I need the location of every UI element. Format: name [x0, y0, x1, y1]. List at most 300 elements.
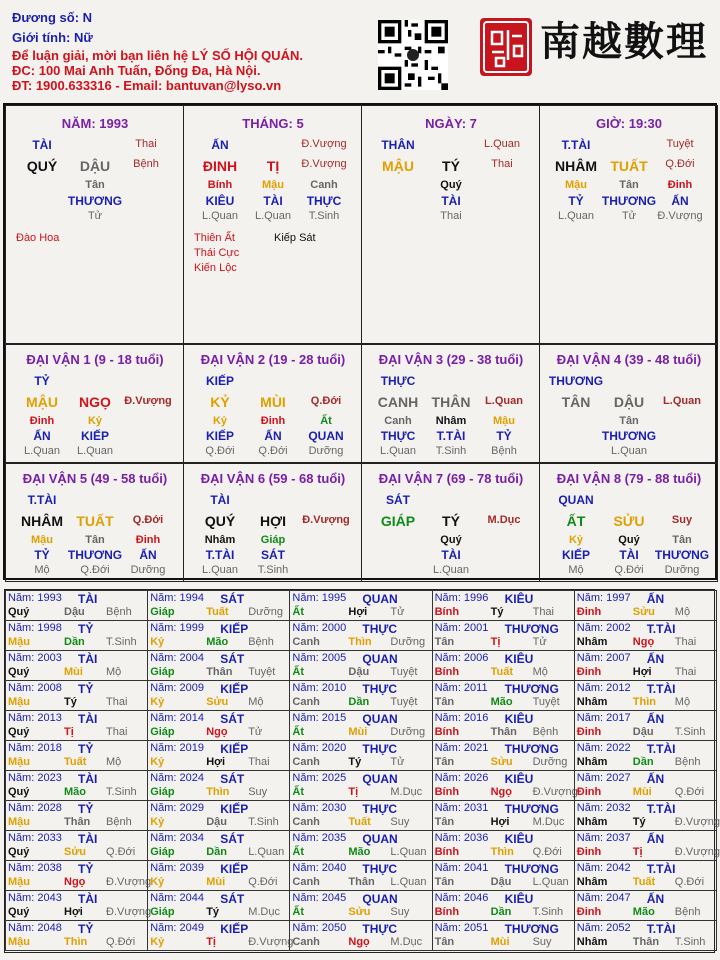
year-cell: [574, 830, 720, 861]
year-state: Suy: [390, 906, 410, 918]
year-cell: [289, 800, 432, 831]
dai-van-cell: [539, 463, 718, 582]
year-label: Năm: 2016: [434, 712, 489, 724]
year-label: Năm: 2010: [292, 682, 347, 694]
hidden-stem: Tân: [672, 534, 692, 546]
pillar-chi-state: Bệnh: [133, 158, 159, 170]
year-cell: [432, 890, 575, 921]
dai-van-state: L.Quan: [663, 395, 701, 407]
year-branch: Tị: [632, 846, 643, 858]
year-label: Năm: 2048: [8, 922, 62, 934]
hidden-state: Bệnh: [491, 445, 517, 457]
year-branch: Mão: [348, 846, 371, 858]
year-stem: Bính: [434, 606, 460, 618]
dai-van-title: ĐẠI VẬN 4 (39 - 48 tuổi): [556, 352, 702, 367]
hidden-stem: Tân: [85, 534, 105, 546]
year-stem: Ất: [292, 726, 304, 738]
pillar-top-god: T.TÀI: [561, 138, 591, 152]
year-label: Năm: 2039: [150, 862, 204, 874]
year-cell: [432, 620, 575, 651]
year-ten-god: KIẾP: [220, 622, 249, 636]
dai-van-state: Q.Đới: [132, 514, 164, 526]
year-branch: Thân: [348, 876, 375, 888]
year-branch: Ngọ: [348, 936, 370, 948]
dai-van-god: T.TÀI: [27, 493, 57, 507]
year-branch: Ngọ: [206, 726, 228, 738]
hidden-god: ẤN: [671, 194, 689, 208]
year-label: Năm: 2043: [8, 892, 62, 904]
year-stem: Mậu: [8, 876, 30, 888]
year-label: Năm: 2025: [292, 772, 347, 784]
year-ten-god: KIÊU: [504, 832, 534, 846]
year-stem: Canh: [292, 876, 320, 888]
pillar-cell: [5, 105, 184, 344]
hidden-god: ẤN: [33, 429, 51, 443]
year-cell: [147, 860, 290, 891]
year-branch: Tuất: [64, 756, 87, 768]
year-state: Bệnh: [674, 906, 701, 918]
year-cell: [574, 740, 717, 771]
year-label: Năm: 2031: [434, 802, 489, 814]
year-state: Q.Đới: [106, 936, 136, 948]
year-branch: Dần: [206, 846, 227, 858]
year-stem: Tân: [434, 696, 455, 708]
dai-van-title: ĐẠI VẬN 7 (69 - 78 tuổi): [378, 471, 524, 486]
year-state: Dưỡng: [248, 606, 283, 618]
year-cell: [5, 860, 152, 891]
year-label: Năm: 2024: [150, 772, 204, 784]
year-ten-god: TÀI: [78, 772, 98, 786]
year-stem: Nhâm: [576, 876, 608, 888]
year-state: M.Dục: [248, 906, 280, 918]
year-label: Năm: 2026: [434, 772, 489, 784]
hidden-state: Tử: [621, 210, 637, 222]
year-label: Năm: 1997: [576, 592, 631, 604]
pillar-cell: [361, 105, 540, 344]
year-stem: Quý: [8, 906, 30, 918]
year-branch: Tý: [348, 756, 362, 768]
year-state: L.Quan: [248, 846, 285, 858]
year-branch: Thìn: [490, 846, 514, 858]
year-ten-god: KIÊU: [504, 712, 534, 726]
hidden-stem: Quý: [440, 179, 462, 191]
year-stem: Tân: [434, 756, 455, 768]
year-state: Tuyệt: [248, 666, 276, 678]
year-branch: Thân: [632, 936, 660, 948]
year-cell: [147, 800, 290, 831]
hidden-stem: Đinh: [667, 179, 693, 191]
year-state: Tử: [248, 726, 263, 738]
dai-van-chi: MÙI: [260, 394, 286, 410]
year-state: Bệnh: [532, 726, 559, 738]
hidden-stem: Nhâm: [204, 534, 236, 546]
hidden-state: Mộ: [34, 564, 50, 576]
year-ten-god: QUAN: [362, 592, 398, 606]
year-label: Năm: 2009: [150, 682, 204, 694]
year-label: Năm: 2007: [576, 652, 631, 664]
year-cell: [289, 650, 432, 681]
pillar-chi-state: Q.Đới: [665, 158, 695, 170]
year-cell: [147, 590, 290, 621]
year-ten-god: TÀI: [78, 712, 98, 726]
year-ten-god: THỰC: [362, 682, 398, 696]
year-state: Mộ: [674, 696, 691, 708]
pillar-can: MẬU: [382, 158, 414, 174]
dai-van-chi: DẬU: [613, 394, 645, 410]
year-label: Năm: 1993: [8, 592, 62, 604]
year-branch: Ngọ: [64, 876, 86, 888]
year-stem: Kỷ: [150, 696, 165, 708]
dai-van-cell: [5, 463, 184, 582]
contact-line-2: ĐC: 100 Mai Anh Tuấn, Đống Đa, Hà Nội.: [12, 63, 261, 78]
hidden-stem: Kỷ: [212, 415, 228, 427]
year-branch: Tý: [632, 816, 646, 828]
pillar-cell: [539, 105, 718, 344]
year-stem: Giáp: [150, 846, 175, 858]
dai-van-cell: [361, 463, 540, 582]
year-state: M.Dục: [390, 786, 423, 798]
year-label: Năm: 2032: [576, 802, 631, 814]
year-stem: Nhâm: [576, 696, 608, 708]
year-cell: [574, 620, 717, 651]
year-branch: Sửu: [490, 756, 513, 768]
hidden-stem: Ất: [320, 415, 332, 427]
year-branch: Tị: [490, 636, 501, 648]
year-state: Thai: [106, 696, 128, 708]
hidden-god: THỰC: [306, 194, 342, 208]
hidden-stem: Đinh: [29, 415, 55, 427]
hidden-state: Q.Đới: [80, 564, 110, 576]
dai-van-god: QUAN: [558, 493, 594, 507]
year-cell: [432, 920, 575, 951]
year-label: Năm: 2047: [576, 892, 631, 904]
year-stem: Đinh: [576, 906, 602, 918]
year-ten-god: KIÊU: [504, 592, 534, 606]
year-ten-god: TỶ: [78, 742, 94, 756]
hidden-state: T.Sinh: [308, 210, 340, 222]
year-label: Năm: 2019: [150, 742, 204, 754]
star-label: Đào Hoa: [16, 232, 60, 244]
year-branch: Thìn: [64, 936, 88, 948]
year-cell: [574, 920, 717, 951]
year-state: M.Dục: [390, 936, 423, 948]
year-ten-god: KIẾP: [220, 802, 249, 816]
year-cell: [289, 590, 432, 621]
year-state: L.Quan: [532, 876, 569, 888]
pillar-top-state: Đ.Vượng: [301, 138, 347, 150]
year-cell: [147, 650, 290, 681]
year-branch: Sửu: [348, 906, 371, 918]
year-cell: [289, 860, 432, 891]
year-stem: Tân: [434, 636, 455, 648]
dai-van-can: KỶ: [210, 394, 230, 410]
year-label: Năm: 2023: [8, 772, 62, 784]
year-stem: Kỷ: [150, 756, 165, 768]
year-ten-god: QUAN: [362, 832, 398, 846]
gioi-tinh: Giới tính: Nữ: [12, 30, 93, 45]
year-ten-god: SÁT: [220, 892, 245, 906]
year-stem: Nhâm: [576, 756, 608, 768]
year-state: Thai: [248, 756, 270, 768]
year-branch: Mùi: [64, 666, 83, 678]
hidden-state: L.Quan: [201, 564, 239, 576]
hidden-stem: Tân: [619, 179, 639, 191]
hidden-god: TÀI: [441, 194, 461, 208]
dai-van-cell: [5, 344, 184, 463]
pillar-chi-state: Đ.Vượng: [301, 158, 347, 170]
year-cell: [432, 860, 575, 891]
header-info: [12, 8, 303, 93]
dai-van-god: TÀI: [210, 493, 230, 507]
dai-van-state: L.Quan: [485, 395, 523, 407]
year-cell: [289, 710, 432, 741]
pillar-chi: DẬU: [79, 158, 111, 174]
hidden-god: THƯƠNG: [67, 194, 123, 208]
year-label: Năm: 2037: [576, 832, 631, 844]
year-cell: [289, 740, 432, 771]
year-ten-god: SÁT: [220, 652, 245, 666]
year-state: Thai: [532, 606, 554, 618]
hidden-stem: Mậu: [493, 415, 515, 427]
pillar-chi: TỊ: [266, 158, 280, 174]
year-ten-god: QUAN: [362, 772, 398, 786]
year-branch: Dần: [490, 906, 512, 918]
dai-van-chi: THÂN: [431, 394, 471, 410]
year-branch: Ngọ: [490, 786, 512, 798]
year-branch: Tý: [206, 906, 220, 918]
year-ten-god: TÀI: [78, 892, 98, 906]
year-state: T.Sinh: [532, 906, 564, 918]
red-seal-icon: [478, 16, 534, 78]
year-stem: Bính: [434, 666, 460, 678]
year-stem: Đinh: [576, 786, 602, 798]
year-state: Thai: [674, 636, 697, 648]
dai-van-can: GIÁP: [380, 513, 416, 529]
year-branch: Sửu: [64, 846, 87, 858]
year-label: Năm: 2052: [576, 922, 631, 934]
year-stem: Canh: [292, 636, 320, 648]
year-cell: [574, 680, 717, 711]
dai-van-god: THỰC: [380, 374, 416, 388]
dai-van-can: NHÂM: [21, 513, 63, 529]
year-state: T.Sinh: [106, 636, 137, 648]
year-label: Năm: 2020: [292, 742, 347, 754]
pillar-top-god: THÂN: [381, 138, 415, 152]
star-label: Kiến Lộc: [194, 262, 237, 274]
year-cell: [574, 650, 717, 681]
year-branch: Hợi: [632, 666, 652, 678]
year-ten-god: THƯƠNG: [504, 922, 559, 936]
hidden-state: L.Quan: [254, 210, 292, 222]
year-stem: Canh: [292, 816, 320, 828]
year-stem: Mậu: [8, 816, 30, 828]
hidden-state: Mộ: [568, 564, 584, 576]
year-label: Năm: 1996: [434, 592, 489, 604]
year-ten-god: THƯƠNG: [504, 682, 559, 696]
year-label: Năm: 2022: [576, 742, 631, 754]
year-state: L.Quan: [390, 876, 427, 888]
year-ten-god: ẤN: [646, 712, 665, 726]
dai-van-can: MẬU: [26, 394, 58, 410]
year-cell: [5, 920, 148, 951]
year-label: Năm: 2002: [576, 622, 631, 634]
pillar-title: GIỜ: 19:30: [595, 116, 663, 131]
year-stem: Giáp: [150, 606, 175, 618]
pillar-can: QUÝ: [26, 158, 58, 174]
year-cell: [5, 650, 148, 681]
year-state: Bệnh: [248, 636, 274, 648]
year-state: Suy: [248, 786, 268, 798]
hidden-stem: Quý: [618, 534, 640, 546]
pillar-top-god: ẤN: [211, 138, 229, 152]
year-stem: Giáp: [150, 726, 175, 738]
dai-van-god: TỶ: [34, 374, 50, 388]
year-ten-god: ẤN: [646, 652, 665, 666]
dai-van-state: Suy: [671, 514, 693, 526]
year-ten-god: T.TÀI: [646, 622, 676, 636]
year-label: Năm: 1999: [150, 622, 204, 634]
year-ten-god: TÀI: [78, 832, 98, 846]
dai-van-chi: SỬU: [613, 513, 645, 529]
year-state: Mộ: [532, 666, 548, 678]
hidden-state: Thai: [440, 210, 462, 222]
year-label: Năm: 2046: [434, 892, 489, 904]
year-state: Suy: [390, 816, 410, 828]
hidden-state: Q.Đới: [614, 564, 644, 576]
year-cell: [432, 650, 575, 681]
pillar-title: THÁNG: 5: [242, 116, 304, 131]
year-stem: Quý: [8, 726, 30, 738]
hidden-state: Đ.Vượng: [657, 210, 703, 222]
year-branch: Tuất: [348, 816, 371, 828]
hidden-state: Dưỡng: [308, 445, 344, 457]
year-branch: Mão: [632, 906, 655, 918]
year-ten-god: THƯƠNG: [504, 802, 559, 816]
year-cell: [289, 770, 432, 801]
year-ten-god: KIẾP: [220, 922, 249, 936]
pillar-chi-state: Thai: [491, 158, 513, 170]
year-label: Năm: 2040: [292, 862, 347, 874]
pillar-can: ĐINH: [202, 158, 238, 174]
year-branch: Dậu: [348, 666, 370, 678]
year-branch: Mão: [490, 696, 513, 708]
hidden-stem: Quý: [440, 534, 462, 546]
year-state: Mộ: [248, 696, 264, 708]
year-state: Q.Đới: [674, 876, 705, 888]
year-state: Tuyệt: [390, 696, 418, 708]
year-state: Đ.Vượng: [674, 816, 720, 828]
hidden-god: ẤN: [264, 429, 282, 443]
hidden-stem: Canh: [384, 415, 412, 427]
year-cell: [147, 890, 290, 921]
year-cell: [147, 740, 290, 771]
year-label: Năm: 1995: [292, 592, 347, 604]
year-stem: Ất: [292, 606, 304, 618]
year-state: Thai: [674, 666, 697, 678]
year-stem: Đinh: [576, 666, 602, 678]
hidden-god: ẤN: [139, 548, 157, 562]
year-ten-god: KIẾP: [220, 682, 249, 696]
year-cell: [147, 620, 290, 651]
year-label: Năm: 2001: [434, 622, 489, 634]
year-label: Năm: 2028: [8, 802, 62, 814]
year-stem: Ất: [292, 786, 304, 798]
year-label: Năm: 2049: [150, 922, 204, 934]
year-stem: Giáp: [150, 906, 175, 918]
year-stem: Tân: [434, 936, 455, 948]
year-ten-god: ẤN: [646, 832, 665, 846]
hidden-state: T.Sinh: [257, 564, 289, 576]
year-label: Năm: 2035: [292, 832, 347, 844]
dai-van-state: Q.Đới: [310, 395, 342, 407]
year-cell: [289, 680, 432, 711]
year-label: Năm: 2011: [434, 682, 488, 694]
year-label: Năm: 2050: [292, 922, 347, 934]
year-cell: [5, 890, 152, 921]
year-branch: Mùi: [632, 786, 652, 798]
hidden-god: THƯƠNG: [601, 194, 657, 208]
dai-van-god: KIẾP: [205, 374, 235, 388]
year-branch: Dần: [632, 756, 654, 768]
year-stem: Ất: [292, 906, 304, 918]
dai-van-chi: TÝ: [442, 513, 460, 529]
hidden-stem: Bính: [207, 179, 233, 191]
year-stem: Bính: [434, 786, 460, 798]
year-label: Năm: 2051: [434, 922, 489, 934]
dai-van-state: M.Dục: [487, 514, 521, 526]
year-stem: Mậu: [8, 696, 30, 708]
year-ten-god: KIẾP: [220, 862, 249, 876]
pillar-chi: TÝ: [442, 158, 460, 174]
year-ten-god: QUAN: [362, 652, 398, 666]
year-branch: Mùi: [490, 936, 510, 948]
dai-van-state: Đ.Vượng: [124, 395, 172, 407]
dai-van-title: ĐẠI VẬN 6 (59 - 68 tuổi): [200, 471, 346, 486]
year-stem: Ất: [292, 666, 304, 678]
year-ten-god: ẤN: [646, 892, 665, 906]
year-ten-god: SÁT: [220, 772, 245, 786]
dai-van-title: ĐẠI VẬN 1 (9 - 18 tuổi): [26, 352, 164, 367]
year-cell: [289, 890, 432, 921]
year-state: Đ.Vượng: [674, 846, 720, 858]
year-stem: Quý: [8, 606, 30, 618]
dai-van-chi: TUẤT: [76, 513, 114, 529]
year-stem: Mậu: [8, 636, 30, 648]
year-ten-god: SÁT: [220, 592, 245, 606]
year-label: Năm: 2012: [576, 682, 631, 694]
year-stem: Nhâm: [576, 636, 608, 648]
year-stem: Quý: [8, 666, 30, 678]
hidden-stem: Giáp: [260, 534, 286, 546]
year-ten-god: T.TÀI: [646, 742, 676, 756]
hidden-god: THƯƠNG: [601, 429, 657, 443]
year-cell: [289, 830, 432, 861]
year-stem: Mậu: [8, 756, 30, 768]
hidden-god: THƯƠNG: [67, 548, 123, 562]
year-ten-god: ẤN: [646, 772, 665, 786]
contact-line-3: ĐT: 1900.633316 - Email: bantuvan@lyso.vn: [12, 78, 282, 93]
year-cell: [147, 830, 290, 861]
year-cell: [5, 620, 148, 651]
year-label: Năm: 2045: [292, 892, 347, 904]
year-cell: [574, 590, 717, 621]
year-stem: Bính: [434, 846, 460, 858]
star-label: Kiếp Sát: [274, 232, 316, 244]
dai-van-title: ĐẠI VẬN 8 (79 - 88 tuổi): [556, 471, 702, 486]
year-state: Đ.Vượng: [532, 786, 578, 798]
hidden-stem: Canh: [310, 179, 338, 191]
hidden-state: Q.Đới: [258, 445, 288, 457]
